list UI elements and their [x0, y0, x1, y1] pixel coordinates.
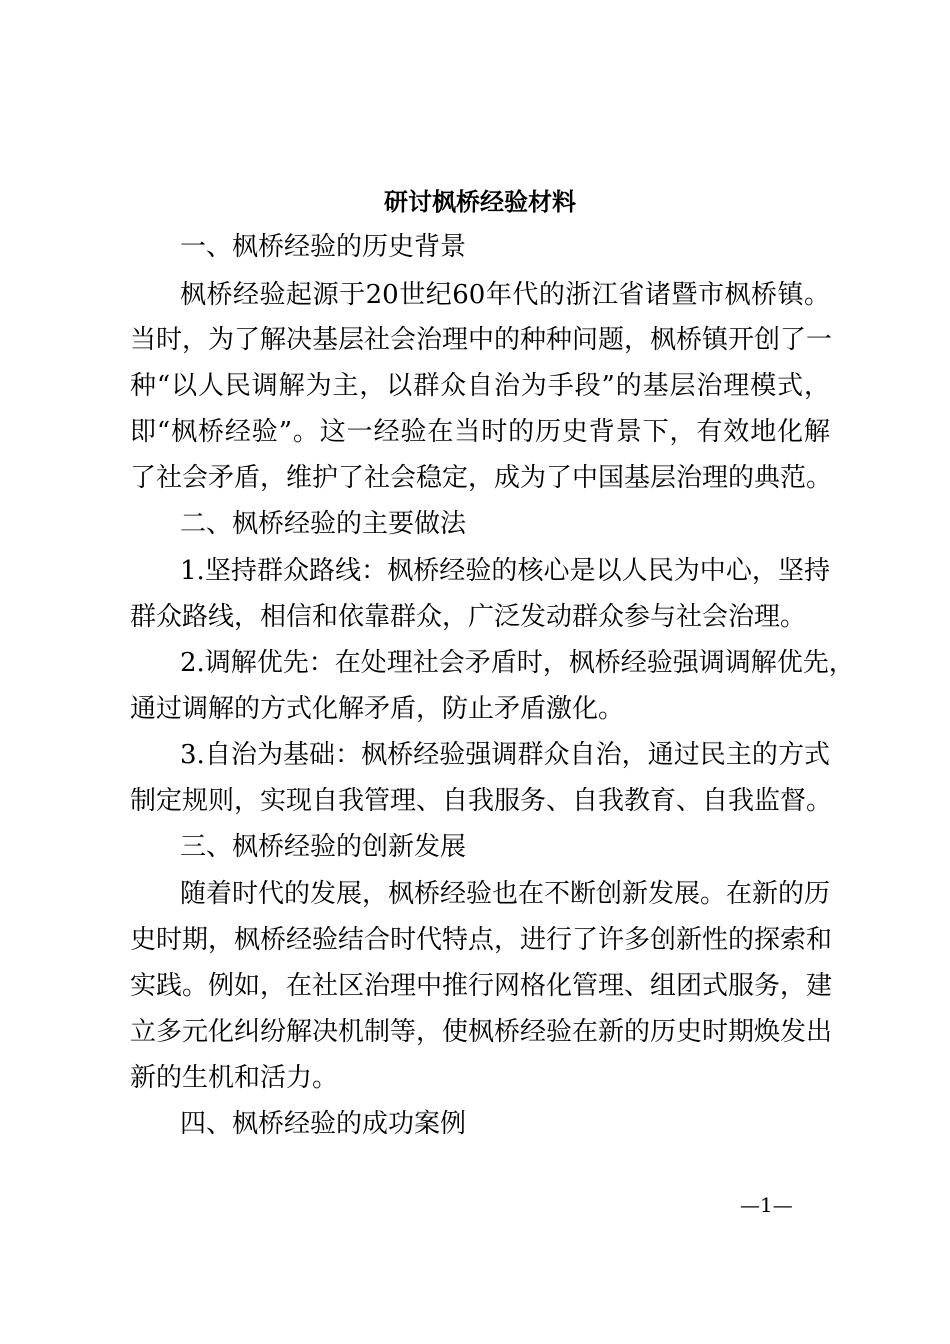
section-heading-4: 四、枫桥经验的成功案例 [180, 1109, 467, 1139]
paragraph-line: 即“枫桥经验”。这一经验在当时的历史背景下，有效地化解 [130, 417, 830, 447]
paragraph-line: 制定规则，实现自我管理、自我服务、自我教育、自我监督。 [130, 786, 833, 816]
document-title: 研讨枫桥经验材料 [384, 187, 576, 216]
paragraph-line: 实践。例如，在社区治理中推行网格化管理、组团式服务，建 [130, 971, 833, 1001]
paragraph-line: 群众路线，相信和依靠群众，广泛发动群众参与社会治理。 [130, 602, 807, 632]
paragraph-line: 2.调解优先：在处理社会矛盾时，枫桥经验强调调解优先， [180, 648, 855, 678]
paragraph-line: 随着时代的发展，枫桥经验也在不断创新发展。在新的历 [180, 879, 831, 909]
paragraph-line: 了社会矛盾，维护了社会稳定，成为了中国基层治理的典范。 [130, 463, 833, 493]
paragraph-line: 史时期，枫桥经验结合时代特点，进行了许多创新性的探索和 [130, 925, 833, 955]
page-number: —1— [740, 1193, 793, 1217]
paragraph-line: 3.自治为基础：枫桥经验强调群众自治，通过民主的方式 [180, 740, 830, 770]
paragraph-line: 新的生机和活力。 [130, 1063, 339, 1093]
paragraph-line: 种“以人民调解为主，以群众自治为手段”的基层治理模式， [130, 371, 830, 401]
paragraph-line: 1.坚持群众路线：枫桥经验的核心是以人民为中心，坚持 [180, 556, 830, 586]
paragraph-line: 当时，为了解决基层社会治理中的种种问题，枫桥镇开创了一 [130, 325, 833, 355]
section-heading-1: 一、枫桥经验的历史背景 [180, 232, 467, 262]
paragraph-line: 立多元化纠纷解决机制等，使枫桥经验在新的历史时期焕发出 [130, 1017, 833, 1047]
paragraph-line: 枫桥经验起源于20世纪60年代的浙江省诸暨市枫桥镇。 [180, 280, 830, 310]
section-heading-3: 三、枫桥经验的创新发展 [180, 832, 467, 862]
paragraph-line: 通过调解的方式化解矛盾，防止矛盾激化。 [130, 694, 625, 724]
section-heading-2: 二、枫桥经验的主要做法 [180, 509, 467, 539]
